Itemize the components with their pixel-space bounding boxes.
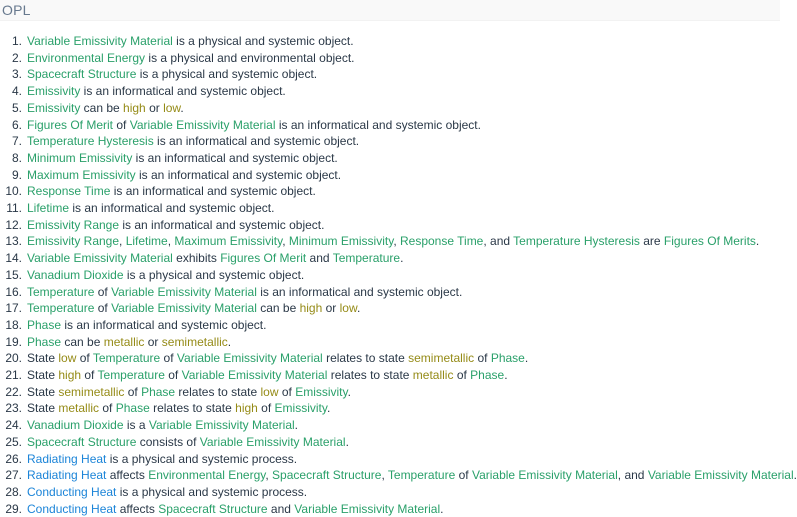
statement-number: 5. bbox=[11, 100, 22, 115]
statement-text: is a physical and systemic object. bbox=[123, 267, 305, 282]
opl-statement[interactable] bbox=[0, 117, 780, 134]
object-name[interactable]: Emissivity bbox=[27, 100, 81, 115]
state-name[interactable]: high bbox=[58, 368, 82, 383]
statement-number: 4. bbox=[11, 84, 22, 99]
statement-number: 15. bbox=[5, 267, 22, 282]
opl-statement[interactable] bbox=[0, 200, 780, 217]
object-name[interactable]: Variable Emissivity Material bbox=[647, 468, 794, 483]
object-name[interactable]: Temperature Hysteresis bbox=[27, 134, 154, 149]
state-name[interactable]: low bbox=[163, 100, 181, 115]
object-name[interactable]: Emissivity bbox=[274, 401, 327, 416]
statement-number: 9. bbox=[11, 167, 22, 182]
object-name[interactable]: Phase bbox=[115, 401, 150, 416]
statement-text: can be bbox=[256, 301, 300, 316]
statement-text: , bbox=[265, 468, 273, 483]
statement-text: , bbox=[119, 234, 126, 249]
statement-text: and bbox=[267, 501, 295, 516]
object-name[interactable]: Emissivity Range bbox=[27, 234, 120, 249]
statement-number: 10. bbox=[5, 184, 22, 199]
statement-text: of bbox=[94, 284, 112, 299]
opl-content bbox=[0, 33, 797, 517]
object-name[interactable]: Variable Emissivity Material bbox=[27, 251, 173, 266]
statement-text: can be bbox=[61, 334, 104, 349]
opl-statement[interactable] bbox=[0, 317, 780, 334]
opl-statement[interactable] bbox=[0, 334, 780, 351]
opl-statement[interactable] bbox=[0, 233, 780, 250]
state-name[interactable]: semimetallic bbox=[408, 351, 475, 366]
object-name[interactable]: Figures Of Merits bbox=[663, 234, 756, 249]
opl-statement[interactable] bbox=[0, 434, 780, 451]
statement-number: 29. bbox=[5, 501, 22, 516]
statement-text: is an informatical and systemic object. bbox=[69, 201, 275, 216]
statement-number: 28. bbox=[5, 484, 22, 499]
statement-text: relates to state bbox=[322, 351, 409, 366]
statement-text: , and bbox=[617, 468, 648, 483]
page-title: OPL bbox=[2, 2, 31, 18]
statement-text: State bbox=[27, 351, 59, 366]
statement-text: of bbox=[81, 368, 98, 383]
object-name[interactable]: Temperature bbox=[387, 468, 456, 483]
opl-pane-header bbox=[0, 0, 780, 21]
opl-statement[interactable] bbox=[0, 217, 780, 234]
object-name[interactable]: Temperature bbox=[97, 368, 165, 383]
opl-statement[interactable] bbox=[0, 167, 780, 184]
object-name[interactable]: Temperature bbox=[332, 251, 401, 266]
statement-text: of bbox=[453, 368, 471, 383]
statement-number: 27. bbox=[5, 468, 22, 483]
object-name[interactable]: Spacecraft Structure bbox=[27, 67, 137, 82]
opl-statement[interactable] bbox=[0, 501, 780, 517]
object-name[interactable]: Minimum Emissivity bbox=[288, 234, 394, 249]
object-name[interactable]: Maximum Emissivity bbox=[27, 167, 136, 182]
object-name[interactable]: Variable Emissivity Material bbox=[181, 368, 328, 383]
state-name[interactable]: low bbox=[260, 384, 279, 399]
statement-text: affects bbox=[106, 468, 149, 483]
statement-text: are bbox=[639, 234, 664, 249]
statement-text: is an informatical and systemic object. bbox=[256, 284, 463, 299]
state-name[interactable]: metallic bbox=[58, 401, 100, 416]
state-name[interactable]: metallic bbox=[103, 334, 145, 349]
statement-text: or bbox=[322, 301, 340, 316]
opl-statement[interactable] bbox=[0, 83, 780, 100]
statement-text: of bbox=[257, 401, 275, 416]
statement-number: 20. bbox=[5, 351, 22, 366]
statement-text: relates to state bbox=[175, 384, 261, 399]
statement-text: can be bbox=[80, 100, 124, 115]
object-name[interactable]: Emissivity bbox=[27, 84, 81, 99]
statement-number: 16. bbox=[5, 284, 22, 299]
opl-statement[interactable] bbox=[0, 451, 780, 468]
object-name[interactable]: Emissivity bbox=[295, 384, 348, 399]
statement-number: 25. bbox=[5, 434, 22, 449]
object-name[interactable]: Spacecraft Structure bbox=[272, 468, 382, 483]
object-name[interactable]: Emissivity Range bbox=[27, 217, 120, 232]
object-name[interactable]: Spacecraft Structure bbox=[27, 434, 137, 449]
object-name[interactable]: Spacecraft Structure bbox=[158, 501, 268, 516]
statement-text: of bbox=[474, 351, 491, 366]
statement-text: State bbox=[27, 401, 59, 416]
statement-number: 11. bbox=[6, 201, 22, 216]
opl-statement[interactable] bbox=[0, 484, 780, 501]
statement-text: State bbox=[27, 368, 59, 383]
opl-statement[interactable] bbox=[0, 133, 780, 150]
object-name[interactable]: Figures Of Merit bbox=[220, 251, 307, 266]
statement-text: is a bbox=[123, 418, 149, 433]
object-name[interactable]: Variable Emissivity Material bbox=[129, 117, 276, 132]
object-name[interactable]: Phase bbox=[490, 351, 525, 366]
statement-text: . bbox=[356, 301, 361, 316]
statement-text: . bbox=[440, 501, 444, 516]
object-name[interactable]: Phase bbox=[27, 317, 62, 332]
statement-text: is an informatical and systemic object. bbox=[110, 184, 316, 199]
statement-text: , and bbox=[483, 234, 514, 249]
opl-statement[interactable] bbox=[0, 417, 780, 434]
object-name[interactable]: Vanadium Dioxide bbox=[27, 267, 124, 282]
statement-number: 23. bbox=[5, 401, 22, 416]
object-name[interactable]: Lifetime bbox=[27, 201, 70, 216]
opl-statement[interactable] bbox=[0, 183, 780, 200]
opl-statement[interactable] bbox=[0, 300, 780, 317]
statement-text: of bbox=[160, 351, 177, 366]
object-name[interactable]: Vanadium Dioxide bbox=[27, 418, 124, 433]
statement-number: 2. bbox=[11, 50, 22, 65]
statement-text: is a physical and systemic object. bbox=[172, 34, 354, 48]
statement-text: relates to state bbox=[149, 401, 236, 416]
statement-text: of bbox=[113, 117, 130, 132]
opl-statement[interactable] bbox=[0, 33, 780, 50]
object-name[interactable]: Phase bbox=[141, 384, 176, 399]
statement-text: , bbox=[393, 234, 400, 249]
statement-text: is an informatical and systemic object. bbox=[80, 84, 286, 99]
opl-statement[interactable] bbox=[0, 150, 780, 167]
statement-text: of bbox=[124, 384, 142, 399]
object-name[interactable]: Temperature bbox=[27, 301, 95, 316]
opl-statement[interactable] bbox=[0, 400, 780, 417]
statement-text: of bbox=[278, 384, 296, 399]
object-name[interactable]: Response Time bbox=[399, 234, 484, 249]
object-name[interactable]: Variable Emissivity Material bbox=[294, 501, 441, 516]
statement-text: , bbox=[381, 468, 388, 483]
statement-number: 1. bbox=[11, 34, 22, 48]
statement-text: is an informatical and systemic object. bbox=[119, 217, 325, 232]
statement-text: of bbox=[164, 368, 182, 383]
statement-number: 14. bbox=[5, 251, 22, 266]
opl-statement[interactable] bbox=[0, 467, 797, 484]
statement-number: 13. bbox=[5, 234, 22, 249]
opl-statement[interactable] bbox=[0, 66, 780, 83]
object-name[interactable]: Minimum Emissivity bbox=[27, 150, 133, 165]
statement-text: of bbox=[99, 401, 116, 416]
statement-text: and bbox=[306, 251, 333, 266]
statement-text: is a physical and systemic process. bbox=[116, 484, 308, 499]
statement-text: affects bbox=[116, 501, 159, 516]
object-name[interactable]: Phase bbox=[470, 368, 505, 383]
opl-statement[interactable] bbox=[0, 350, 780, 367]
opl-statement[interactable] bbox=[0, 384, 780, 401]
object-name[interactable]: Variable Emissivity Material bbox=[176, 351, 323, 366]
object-name[interactable]: Variable Emissivity Material bbox=[111, 284, 257, 299]
statement-text: is a physical and environmental object. bbox=[145, 50, 355, 65]
statement-text: . bbox=[347, 384, 351, 399]
opl-statement[interactable] bbox=[0, 284, 780, 301]
statement-text: . bbox=[504, 368, 508, 383]
statement-text: . bbox=[755, 234, 760, 249]
object-name[interactable]: Environmental Energy bbox=[148, 468, 266, 483]
statement-text: is a physical and systemic process. bbox=[106, 451, 298, 466]
object-name[interactable]: Variable Emissivity Material bbox=[199, 434, 346, 449]
statement-text: or bbox=[145, 100, 164, 115]
statement-number: 6. bbox=[11, 117, 22, 132]
object-name[interactable]: Figures Of Merit bbox=[27, 117, 114, 132]
statement-number: 3. bbox=[11, 67, 22, 82]
state-name[interactable]: high bbox=[299, 301, 323, 316]
statement-text: of bbox=[76, 351, 93, 366]
opl-list bbox=[0, 33, 797, 517]
opl-statement[interactable] bbox=[0, 367, 780, 384]
statement-text: is a physical and systemic object. bbox=[136, 67, 318, 82]
state-name[interactable]: semimetallic bbox=[161, 334, 228, 349]
statement-text: is an informatical and systemic object. bbox=[61, 317, 267, 332]
statement-text: . bbox=[345, 434, 349, 449]
opl-statement[interactable] bbox=[0, 267, 780, 284]
statement-text: . bbox=[227, 334, 232, 349]
object-name[interactable]: Phase bbox=[27, 334, 62, 349]
object-name[interactable]: Response Time bbox=[27, 184, 111, 199]
statement-text: is an informatical and systemic object. bbox=[275, 117, 481, 132]
object-name[interactable]: Temperature bbox=[27, 284, 95, 299]
process-name[interactable]: Conducting Heat bbox=[27, 501, 117, 516]
statement-text: is an informatical and systemic object. bbox=[153, 134, 360, 149]
object-name[interactable]: Temperature Hysteresis bbox=[513, 234, 640, 249]
object-name[interactable]: Variable Emissivity Material bbox=[148, 418, 295, 433]
object-name[interactable]: Variable Emissivity Material bbox=[471, 468, 618, 483]
statement-text: . bbox=[400, 251, 404, 266]
statement-text: , bbox=[167, 234, 175, 249]
statement-number: 22. bbox=[5, 384, 22, 399]
opl-statement[interactable] bbox=[0, 50, 780, 67]
process-name[interactable]: Radiating Heat bbox=[27, 451, 107, 466]
object-name[interactable]: Maximum Emissivity bbox=[174, 234, 283, 249]
state-name[interactable]: high bbox=[123, 100, 146, 115]
statement-text: , bbox=[282, 234, 289, 249]
process-name[interactable]: Radiating Heat bbox=[27, 468, 107, 483]
statement-text: of bbox=[94, 301, 112, 316]
object-name[interactable]: Variable Emissivity Material bbox=[111, 301, 257, 316]
statement-text: is an informatical and systemic object. bbox=[135, 167, 342, 182]
opl-statement[interactable] bbox=[0, 250, 780, 267]
state-name[interactable]: low bbox=[339, 301, 357, 316]
statement-text: . bbox=[294, 418, 299, 433]
statement-number: 8. bbox=[11, 150, 22, 165]
statement-text: or bbox=[144, 334, 162, 349]
object-name[interactable]: Variable Emissivity Material bbox=[27, 34, 173, 48]
opl-statement[interactable] bbox=[0, 100, 780, 117]
statement-number: 19. bbox=[5, 334, 22, 349]
statement-text: relates to state bbox=[327, 368, 413, 383]
object-name[interactable]: Lifetime bbox=[125, 234, 168, 249]
statement-number: 21. bbox=[5, 368, 22, 383]
object-name[interactable]: Temperature bbox=[92, 351, 161, 366]
statement-number: 17. bbox=[5, 301, 22, 316]
statement-number: 7. bbox=[11, 134, 22, 149]
statement-text: is an informatical and systemic object. bbox=[132, 150, 338, 165]
statement-number: 24. bbox=[5, 418, 22, 433]
statement-text: . bbox=[326, 401, 331, 416]
statement-text: exhibits bbox=[172, 251, 221, 266]
statement-text: consists of bbox=[136, 434, 200, 449]
statement-text: . bbox=[524, 351, 529, 366]
statement-text: State bbox=[27, 384, 59, 399]
state-name[interactable]: low bbox=[58, 351, 77, 366]
object-name[interactable]: Environmental Energy bbox=[27, 50, 146, 65]
state-name[interactable]: metallic bbox=[412, 368, 454, 383]
process-name[interactable]: Conducting Heat bbox=[27, 484, 117, 499]
statement-number: 12. bbox=[5, 217, 22, 232]
statement-text: . bbox=[793, 468, 797, 483]
state-name[interactable]: high bbox=[235, 401, 258, 416]
statement-text: of bbox=[455, 468, 472, 483]
statement-text: . bbox=[180, 100, 184, 115]
state-name[interactable]: semimetallic bbox=[58, 384, 125, 399]
statement-number: 26. bbox=[5, 451, 22, 466]
statement-number: 18. bbox=[5, 317, 22, 332]
